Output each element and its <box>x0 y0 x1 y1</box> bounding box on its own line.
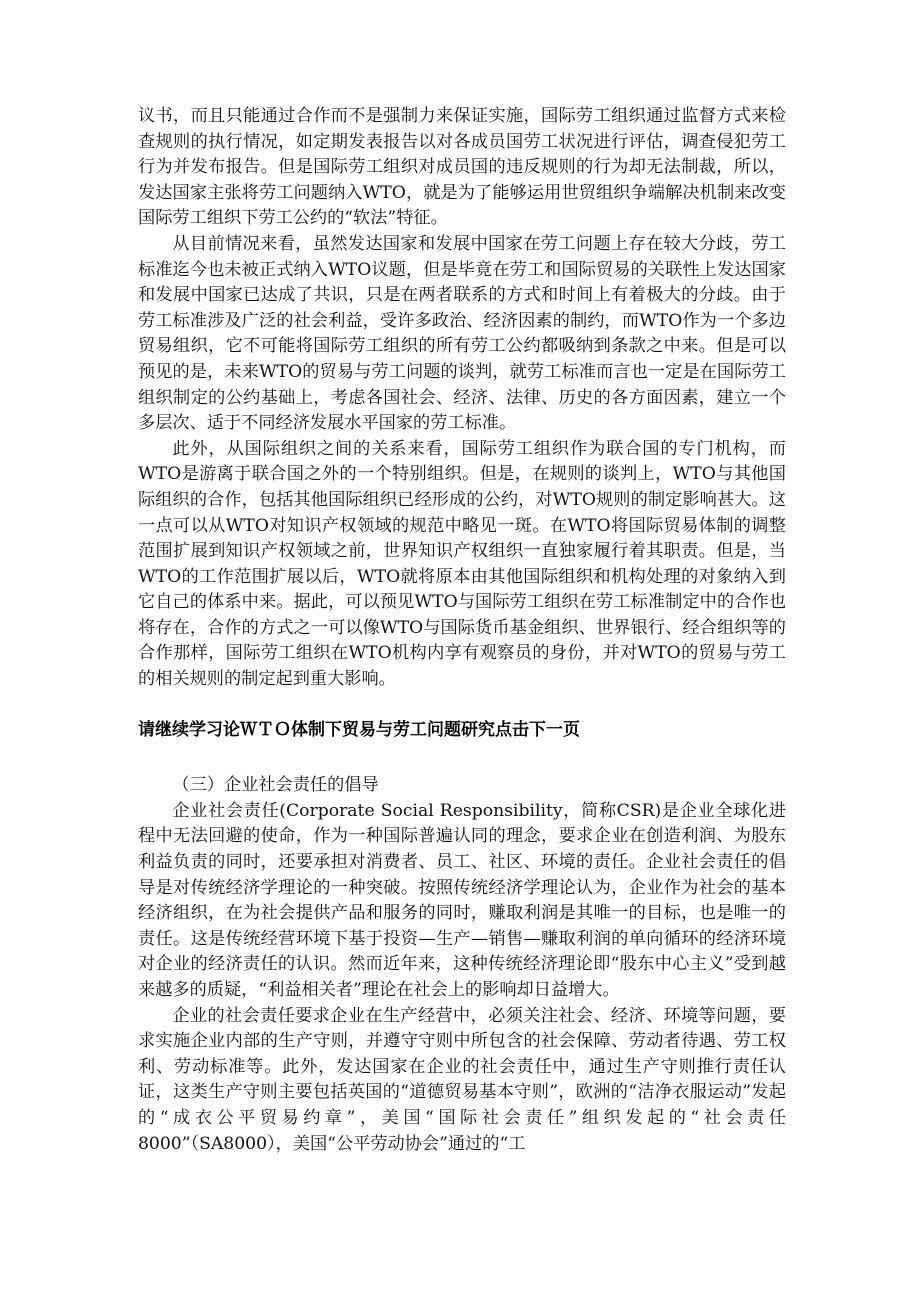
paragraph-continuation: 议书，而且只能通过合作而不是强制力来保证实施，国际劳工组织通过监督方式来检查规则的执行情况，如定期发表报告以对各成员国劳工状况进行评估，调查侵犯劳工行为并发布报告。但是国际劳工组织对成员国的违反规则的行为却无法制裁，所以，发达国家主张将劳工问题纳入WTO，就是为了能够运用世贸组织争端解决机制来改变国际劳工组织下劳工公约的“软法”特征。 <box>138 106 786 229</box>
document-page <box>138 104 786 1157</box>
paragraph-csr-requirements: 企业的社会责任要求企业在生产经营中，必须关注社会、经济、环境等问题，要求实施企业内部的生产守则，并遵守守则中所包含的社会保障、劳动者待遇、劳工权利、劳动标准等。此外，发达国家在企业的社会责任中，通过生产守则推行责任认证，这类生产守则主要包括英国的“道德贸易基本守则”，欧洲的“洁净衣服运动”发起的“成衣公平贸易约章”，美国“国际社会责任”组织发起的“社会责任8000”（SA8000），美国“公平劳动协会”通过的“工 <box>138 1005 786 1154</box>
paragraph-international-organizations: 此外，从国际组织之间的关系来看，国际劳工组织作为联合国的专门机构，而WTO是游离于联合国之外的一个特别组织。但是，在规则的谈判上，WTO与其他国际组织的合作，包括其他国际组织已经形成的公约，对WTO规则的制定影响甚大。这一点可以从WTO对知识产权领域的规范中略见一斑。在WTO将国际贸易体制的调整范围扩展到知识产权领域之前，世界知识产权组织一直独家履行着其职责。但是，当WTO的工作范围扩展以后，WTO就将原本由其他国际组织和机构处理的对象纳入到它自己的体系中来。据此，可以预见WTO与国际劳工组织在劳工标准制定中的合作也将存在，合作的方式之一可以像WTO与国际货币基金组织、世界银行、经合组织等的合作那样，国际劳工组织在WTO机构内享有观察员的身份，并对WTO的贸易与劳工的相关规则的制定起到重大影响。 <box>138 438 786 690</box>
next-page-link[interactable]: 请继续学习论ＷＴＯ体制下贸易与劳工问题研究点击下一页 <box>138 719 580 740</box>
paragraph-labor-divergence: 从目前情况来看，虽然发达国家和发展中国家在劳工问题上存在较大分歧，劳工标准迄今也未被正式纳入WTO议题，但是毕竟在劳工和国际贸易的关联性上发达国家和发展中国家已达成了共识，只是在两者联系的方式和时间上有着极大的分歧。由于劳工标准涉及广泛的社会利益，受许多政治、经济因素的制约，而WTO作为一个多边贸易组织，它不可能将国际劳工组织的所有劳工公约都吸纳到条款之中来。但是可以预见的是，未来WTO的贸易与劳工问题的谈判，就劳工标准而言也一定是在国际劳工组织制定的公约基础上，考虑各国社会、经济、法律、历史的各方面因素，建立一个多层次、适于不同经济发展水平国家的劳工标准。 <box>138 233 786 434</box>
paragraph-csr-definition: 企业社会责任(Corporate Social Responsibility，简称CSR)是企业全球化进程中无法回避的使命，作为一种国际普遍认同的理念，要求企业在创造利润、为股东利益负责的同时，还要承担对消费者、员工、社区、环境的责任。企业社会责任的倡导是对传统经济学理论的一种突破。按照传统经济学理论认为，企业作为社会的基本经济组织，在为社会提供产品和服务的同时，赚取利润是其唯一的目标，也是唯一的责任。这是传统经营环境下基于投资—生产—销售—赚取利润的单向循环的经济环境对企业的经济责任的认识。然而近年来，这种传统经济理论即“股东中心主义”受到越来越多的质疑，“利益相关者”理论在社会上的影响却日益增大。 <box>138 800 786 1000</box>
section-heading: （三）企业社会责任的倡导 <box>172 775 379 796</box>
